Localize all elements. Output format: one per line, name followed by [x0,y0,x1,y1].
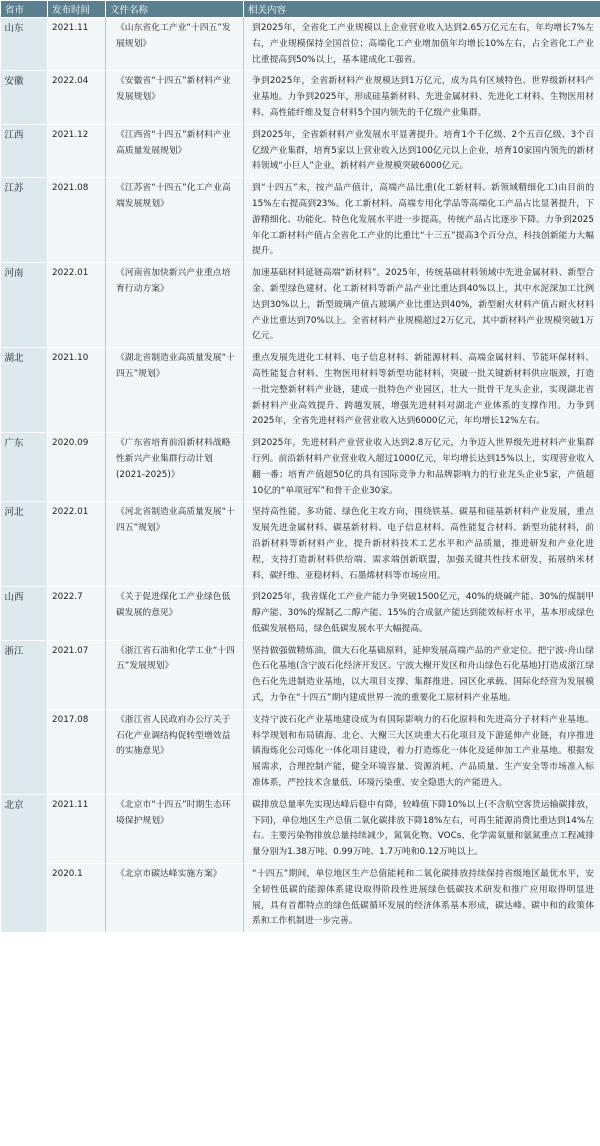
content-cell: 到2025年，全省新材料产业发展水平显著提升。培育1个千亿级、2个五百亿级、3个百亿级产业集群，培育5家以上营业收入达到100亿元以上企业，培育10家国内领先的新材料领域“小巨人”企业，新材料产业规模突破6000亿元。 [244,124,600,177]
header-content: 相关内容 [244,1,600,18]
header-province: 省市 [1,1,48,18]
content-cell: 碳排放总量率先实现达峰后稳中有降，较峰值下降10%以上(不含航空客货运输碳排放，下同)，单位地区生产总值二氧化碳排放下降18%左右，可再生能源消费比重达到14%左右。主要污染物排放总量持续减少，氮氧化物、VOCs、化学需氧量和氨氮重点工程减排量分别为1.38万吨、0.99万吨、1.7万吨和0.12万吨以上。 [244,794,600,863]
content-cell: 坚持高性能、多功能、绿色化主攻方向，围绕铁基、碳基和硅基新材料产业发展，重点发展先进金属材料、碳基新材料、电子信息材料、高性能复合材料、新型功能材料，前沿新材料等新材料产业，提升新材料技术工艺水平和产品质量，推进研发和产业化进程，支持打造新材料供给端、需求端创新联盟，加强关键共性技术研发，拓展纳米材料、碳纤维、亚稳材料、石墨烯材料等市场应用。 [244,502,600,587]
table-row [1,433,600,502]
content-cell: 坚持做强做精炼油，做大石化基础原料，延伸发展高端产品的产业定位。把宁波-舟山绿色石化基地(含宁波石化经济开发区、宁波大榭开发区和舟山绿色石化基地)打造成浙江绿色石化先进制造业基地，以大项目支撑、集群推进、园区化承载、国际化经营为发展模式，力争在“十四五”期内建成世界一流的重要化工原材料产业基地。 [244,640,600,709]
content-cell: 到2025年，先进材料产业营业收入达到2.8万亿元，力争迈入世界级先进材料产业集群行列。前沿新材料产业营业收入超过1000亿元，年均增长达到15%以上，实现营业收入翻一番；培育产值超50亿的具有国际竞争力和品牌影响力的行业龙头企业5家，产值超10亿的“单项冠军”和骨干企业30家。 [244,433,600,502]
table-row [1,71,600,124]
table-row [1,640,600,709]
file-cell: 《湖北省制造业高质量发展“十四五”规划》 [106,348,244,433]
file-cell: 《广东省培育前沿新材料战略性新兴产业集群行动计划(2021-2025)》 [106,433,244,502]
file-cell: 《北京市碳达峰实施方案》 [106,864,244,933]
date-cell: 2022.01 [48,263,106,348]
header-file: 文件名称 [106,1,244,18]
province-cell: 安徽 [1,71,48,124]
content-cell: 加速基础材料延链高端“新材料”。2025年，传统基础材料领域中先进金属材料、新型合金、新型绿色建材、化工新材料等新产品产业比重达到40%以上，其中水泥深加工比例达到30%以上，新型玻璃产值占玻璃产业比重达到40%，新型耐火材料产值占耐火材料产业比重达到70%以上。全省材料产业规模超过2万亿元，其中新材料产业规模突破1万亿元。 [244,263,600,348]
province-cell: 江苏 [1,178,48,263]
province-cell: 湖北 [1,348,48,433]
table-row [1,348,600,433]
file-cell: 《浙江省石油和化学工业“十四五”发展规划》 [106,640,244,709]
date-cell: 2021.08 [48,178,106,263]
content-cell: “十四五”期间，单位地区生产总值能耗和二氧化碳排放持续保持省级地区最优水平，安全韧性低碳的能源体系建设取得阶段性进展绿色低碳技术研发和推广应用取得明显进展，具有首都特点的绿色低碳循环发展的经济体系基本形成，碳达峰、碳中和的政策体系和工作机制进一步完善。 [244,864,600,933]
table-row [1,18,600,71]
date-cell: 2022.01 [48,502,106,587]
province-cell: 浙江 [1,640,48,794]
table-row [1,124,600,177]
province-cell: 河北 [1,502,48,587]
province-cell: 广东 [1,433,48,502]
header-date: 发布时间 [48,1,106,18]
date-cell: 2022.7 [48,587,106,640]
file-cell: 《河北省制造业高质量发展“十四五”规划》 [106,502,244,587]
table-row [1,709,600,794]
table-row [1,263,600,348]
table-row [1,178,600,263]
province-cell: 山西 [1,587,48,640]
date-cell: 2022.04 [48,71,106,124]
table-header-row [1,1,600,18]
content-cell: 到“十四五”末，按产品产值计，高端产品比重(化工新材料、新领域精细化工)由目前的15%左右提高到23%。化工新材料、高端专用化学品等高端化工产品占比显著提升，下游精细化、功能化、特色化发展水平进一步提高，传统产品占比逐步下降。力争到2025年化工新材料产值占全省化工产业的比重比“十三五”提高3个百分点，科技创新能力大幅提升。 [244,178,600,263]
file-cell: 《北京市“十四五”时期生态环境保护规划》 [106,794,244,863]
content-cell: 到2025年，我省煤化工产业产能力争突破1500亿元，40%的烧碱产能、30%的煤制甲醇产能、30%的煤制乙二醇产能、15%的合成氨产能达到能效标杆水平，基本形成绿色低碳发展格局，绿色低碳发展水平大幅提高。 [244,587,600,640]
date-cell: 2021.07 [48,640,106,709]
file-cell: 《安徽省“十四五”新材料产业发展规划》 [106,71,244,124]
province-cell: 北京 [1,794,48,932]
file-cell: 《山东省化工产业“十四五”发展规划》 [106,18,244,71]
table-row [1,864,600,933]
date-cell: 2021.11 [48,18,106,71]
date-cell: 2020.09 [48,433,106,502]
file-cell: 《江西省“十四五”新材料产业高质量发展规划》 [106,124,244,177]
province-cell: 河南 [1,263,48,348]
date-cell: 2020.1 [48,864,106,933]
date-cell: 2021.12 [48,124,106,177]
file-cell: 《关于促进煤化工产业绿色低碳发展的意见》 [106,587,244,640]
table-row [1,502,600,587]
content-cell: 争到2025年，全省新材料产业规模达到1万亿元，成为具有区域特色、世界级新材料产业基地。力争到2025年，形成硅基新材料、先进金属材料、先进化工材料、生物医用材料、高性能纤维及复合材料5个国内领先的千亿级产业集群。 [244,71,600,124]
province-cell: 江西 [1,124,48,177]
province-cell: 山东 [1,18,48,71]
date-cell: 2017.08 [48,709,106,794]
table-row [1,794,600,863]
file-cell: 《浙江省人民政府办公厅关于石化产业调结构促转型增效益的实施意见》 [106,709,244,794]
content-cell: 重点发展先进化工材料、电子信息材料、新能源材料、高端金属材料、节能环保材料、高性能复合材料、生物医用材料等新型功能材料，突破一批关键新材料供应瓶颈，打造一批完整新材料产业链，建成一批特色产业园区，壮大一批骨干龙头企业，实现湖北省新材料产业高效提升、跨越发展，增强先进材料对湖北产业体系的支撑作用。力争到2025年，全省先进材料产业营业收入达到6000亿元，年均增长12%左右。 [244,348,600,433]
table-row [1,587,600,640]
date-cell: 2021.10 [48,348,106,433]
table-body [1,18,600,933]
file-cell: 《江苏省“十四五”化工产业高端发展规划》 [106,178,244,263]
file-cell: 《河南省加快新兴产业重点培育行动方案》 [106,263,244,348]
content-cell: 到2025年，全省化工产业规模以上企业营业收入达到2.65万亿元左右，年均增长7%左右，产业规模保持全国首位；高端化工产业增加值年均增长10%左右，占全省化工产业比重提高到50%以上，基本建成化工强省。 [244,18,600,71]
content-cell: 支持宁波石化产业基地建设成为有国际影响力的石化原料和先进高分子材料产业基地。科学规划和布局镇海、北仑、大榭三大区块重大石化项目及下游延伸产业链，有序推进镇海炼化公司炼化一体化项目建设，着力打造炼化一体化及延伸加工产业基地。根据发展需求，合理控制产能，健全环境容量、资源消耗、产品质量、生产安全等市场准入标准体系，严控技术含量低、环境污染重、安全隐患大的产能进入。 [244,709,600,794]
date-cell: 2021.11 [48,794,106,863]
